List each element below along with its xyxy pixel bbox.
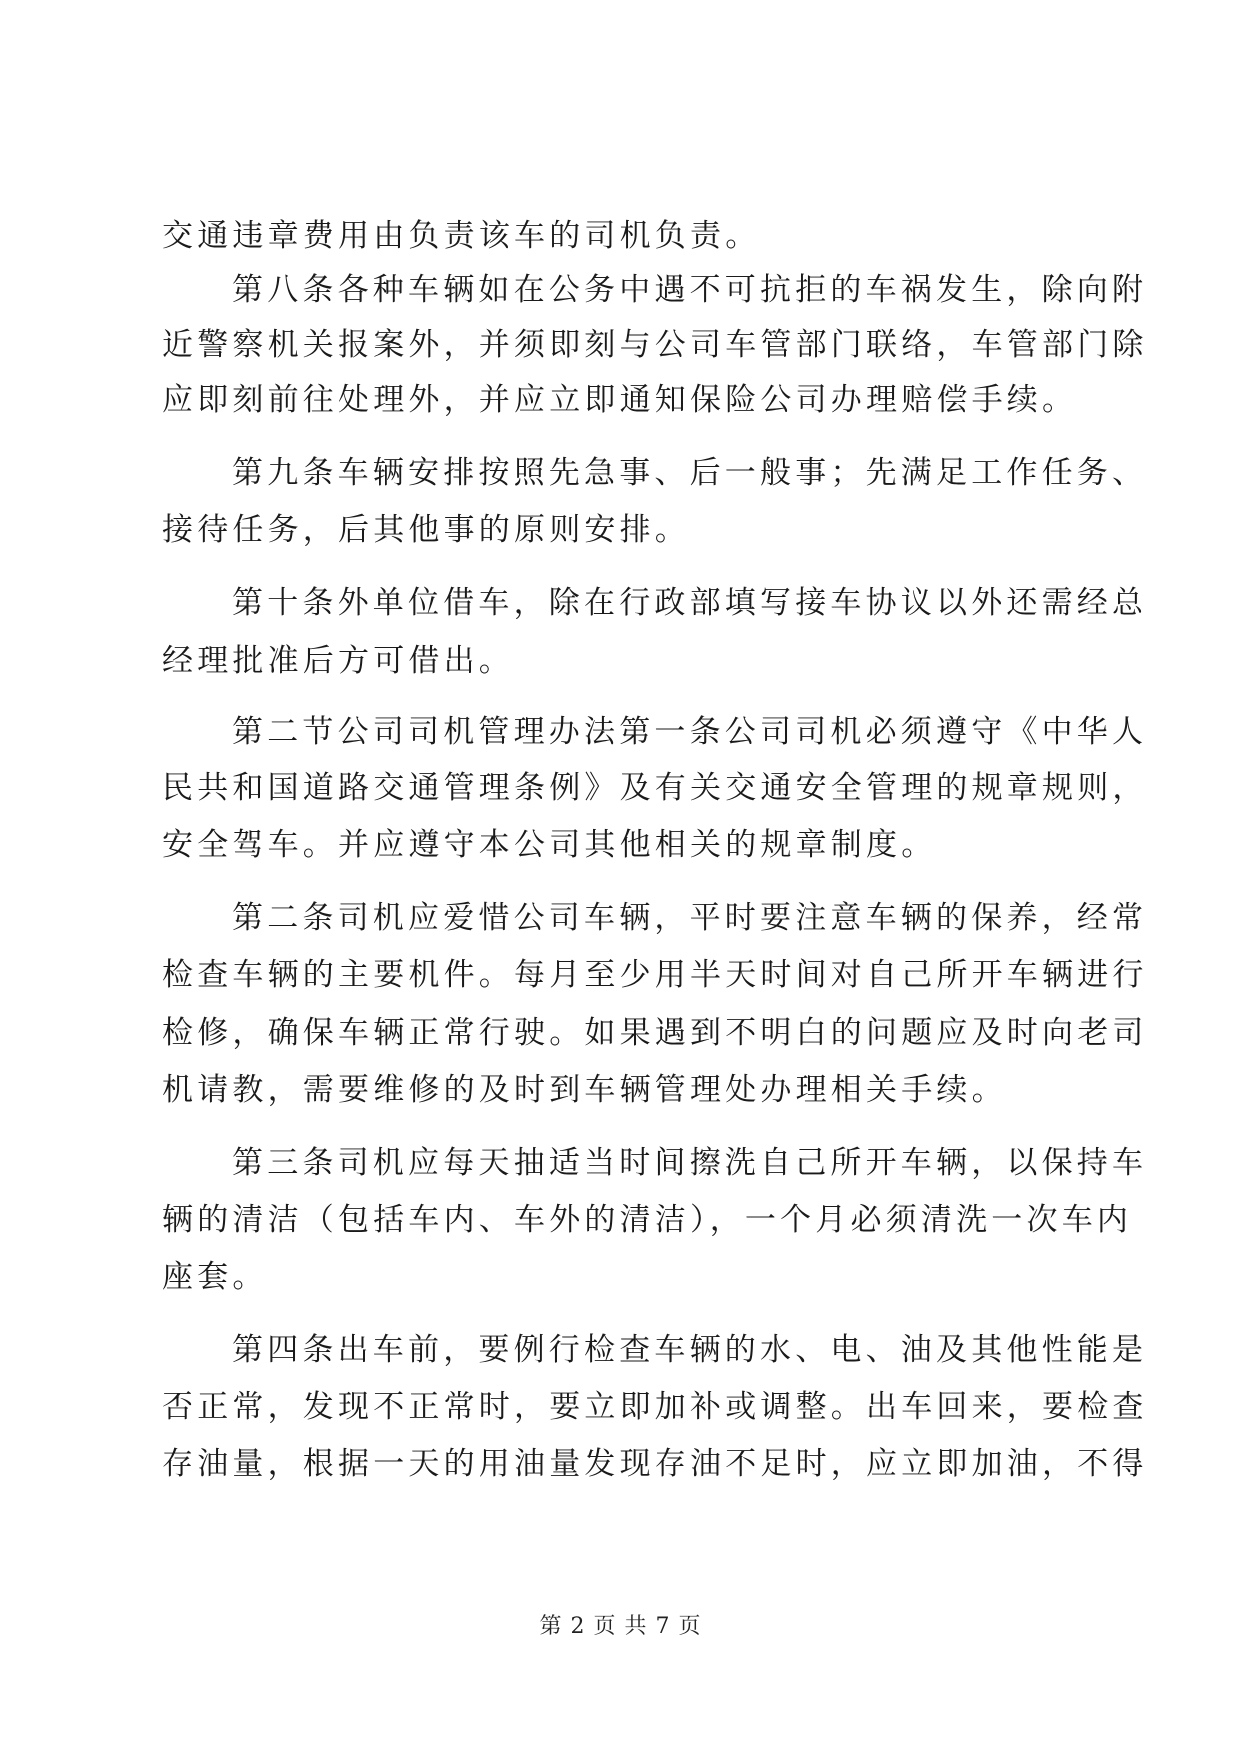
text-line: 座套。 (162, 1259, 268, 1295)
text-line: 检修，确保车辆正常行驶。如果遇到不明白的问题应及时向老司 (162, 1015, 1148, 1051)
text-line: 民共和国道路交通管理条例》及有关交通安全管理的规章规则， (162, 770, 1148, 806)
text-line: 经理批准后方可借出。 (162, 643, 514, 679)
text-line: 交通违章费用由负责该车的司机负责。 (162, 218, 761, 254)
text-line: 第二节公司司机管理办法第一条公司司机必须遵守《中华人 (232, 714, 1148, 750)
text-line: 第三条司机应每天抽适当时间擦洗自己所开车辆，以保持车 (232, 1145, 1148, 1181)
text-line: 辆的清洁（包括车内、车外的清洁），一个月必须清洗一次车内 (162, 1202, 1133, 1238)
page-footer: 第 2 页 共 7 页 (539, 1614, 702, 1639)
text-line: 检查车辆的主要机件。每月至少用半天时间对自己所开车辆进行 (162, 957, 1148, 993)
text-line: 应即刻前往处理外，并应立即通知保险公司办理赔偿手续。 (162, 382, 1078, 418)
text-line: 第十条外单位借车，除在行政部填写接车协议以外还需经总 (232, 585, 1148, 621)
text-line: 否正常，发现不正常时，要立即加补或调整。出车回来，要检查 (162, 1389, 1148, 1425)
text-line: 第四条出车前，要例行检查车辆的水、电、油及其他性能是 (232, 1332, 1148, 1368)
text-line: 第九条车辆安排按照先急事、后一般事；先满足工作任务、 (232, 455, 1148, 491)
text-line: 安全驾车。并应遵守本公司其他相关的规章制度。 (162, 827, 937, 863)
text-line: 存油量，根据一天的用油量发现存油不足时，应立即加油，不得 (162, 1446, 1148, 1482)
text-line: 近警察机关报案外，并须即刻与公司车管部门联络，车管部门除 (162, 327, 1148, 363)
text-line: 机请教，需要维修的及时到车辆管理处办理相关手续。 (162, 1072, 1007, 1108)
text-line: 第八条各种车辆如在公务中遇不可抗拒的车祸发生，除向附 (232, 272, 1148, 308)
text-line: 接待任务，后其他事的原则安排。 (162, 512, 690, 548)
text-line: 第二条司机应爱惜公司车辆，平时要注意车辆的保养，经常 (232, 900, 1148, 936)
